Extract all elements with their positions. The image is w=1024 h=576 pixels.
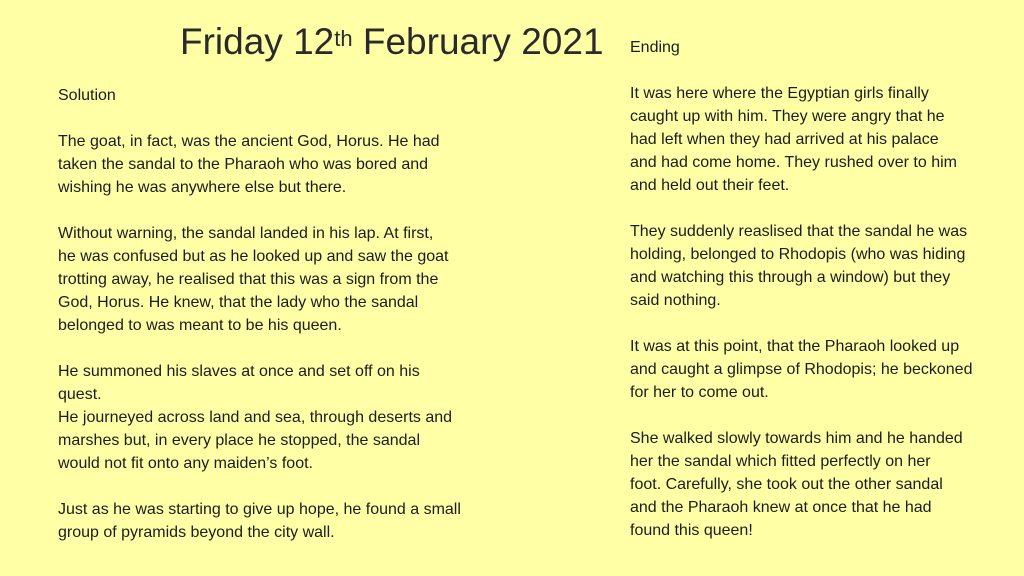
text-line: and had come home. They rushed over to him bbox=[630, 154, 957, 171]
ending-column bbox=[630, 36, 1010, 542]
solution-paragraph-3 bbox=[58, 360, 508, 475]
ending-paragraph-2 bbox=[630, 220, 1010, 312]
solution-column bbox=[58, 84, 508, 544]
solution-heading: Solution bbox=[58, 87, 116, 104]
title-ordinal-suffix: th bbox=[334, 26, 353, 51]
solution-paragraph-1 bbox=[58, 130, 508, 199]
ending-paragraphs bbox=[630, 82, 1010, 542]
text-line: holding, belonged to Rhodopis (who was hiding bbox=[630, 246, 966, 263]
text-line: and the Pharaoh knew at once that he had bbox=[630, 499, 932, 516]
ending-paragraph-1 bbox=[630, 82, 1010, 197]
text-line: taken the sandal to the Pharaoh who was bored and bbox=[58, 156, 429, 173]
text-line: He journeyed across land and sea, through deserts and bbox=[58, 409, 453, 426]
text-line: marshes but, in every place he stopped, the sandal bbox=[58, 432, 420, 449]
text-line: She walked slowly towards him and he handed bbox=[630, 430, 963, 447]
text-line: would not fit onto any maiden’s foot. bbox=[58, 455, 313, 472]
text-line: group of pyramids beyond the city wall. bbox=[58, 524, 335, 541]
text-line: He summoned his slaves at once and set off on his bbox=[58, 363, 420, 380]
text-line: It was at this point, that the Pharaoh looked up bbox=[630, 338, 960, 355]
title-month-year: February 2021 bbox=[352, 21, 604, 62]
solution-paragraph-4 bbox=[58, 498, 508, 544]
text-line: wishing he was anywhere else but there. bbox=[58, 179, 347, 196]
text-line: said nothing. bbox=[630, 292, 721, 309]
text-line: had left when they had arrived at his palace bbox=[630, 131, 939, 148]
text-line: Just as he was starting to give up hope, he found a small bbox=[58, 501, 461, 518]
text-line: and caught a glimpse of Rhodopis; he beckoned bbox=[630, 361, 973, 378]
text-line: trotting away, he realised that this was a sign from the bbox=[58, 271, 439, 288]
title-date-prefix: Friday 12 bbox=[180, 21, 335, 62]
text-line: and watching this through a window) but they bbox=[630, 269, 951, 286]
text-line: They suddenly reaslised that the sandal he was bbox=[630, 223, 968, 240]
text-line: he was confused but as he looked up and saw the goat bbox=[58, 248, 449, 265]
page-title bbox=[180, 20, 604, 64]
text-line: and held out their feet. bbox=[630, 177, 790, 194]
text-line: her the sandal which fitted perfectly on her bbox=[630, 453, 931, 470]
solution-paragraphs bbox=[58, 130, 508, 544]
text-line: for her to come out. bbox=[630, 384, 769, 401]
ending-paragraph-4 bbox=[630, 427, 1010, 542]
text-line: It was here where the Egyptian girls finally bbox=[630, 85, 929, 102]
text-line: foot. Carefully, she took out the other sandal bbox=[630, 476, 943, 493]
text-line: caught up with him. They were angry that he bbox=[630, 108, 945, 125]
text-line: quest. bbox=[58, 386, 102, 403]
text-line: found this queen! bbox=[630, 522, 753, 539]
text-line: The goat, in fact, was the ancient God, Horus. He had bbox=[58, 133, 440, 150]
text-line: God, Horus. He knew, that the lady who the sandal bbox=[58, 294, 419, 311]
text-line: Without warning, the sandal landed in his lap. At first, bbox=[58, 225, 434, 242]
solution-paragraph-2 bbox=[58, 222, 508, 337]
text-line: belonged to was meant to be his queen. bbox=[58, 317, 342, 334]
ending-heading: Ending bbox=[630, 39, 680, 56]
ending-paragraph-3 bbox=[630, 335, 1010, 404]
